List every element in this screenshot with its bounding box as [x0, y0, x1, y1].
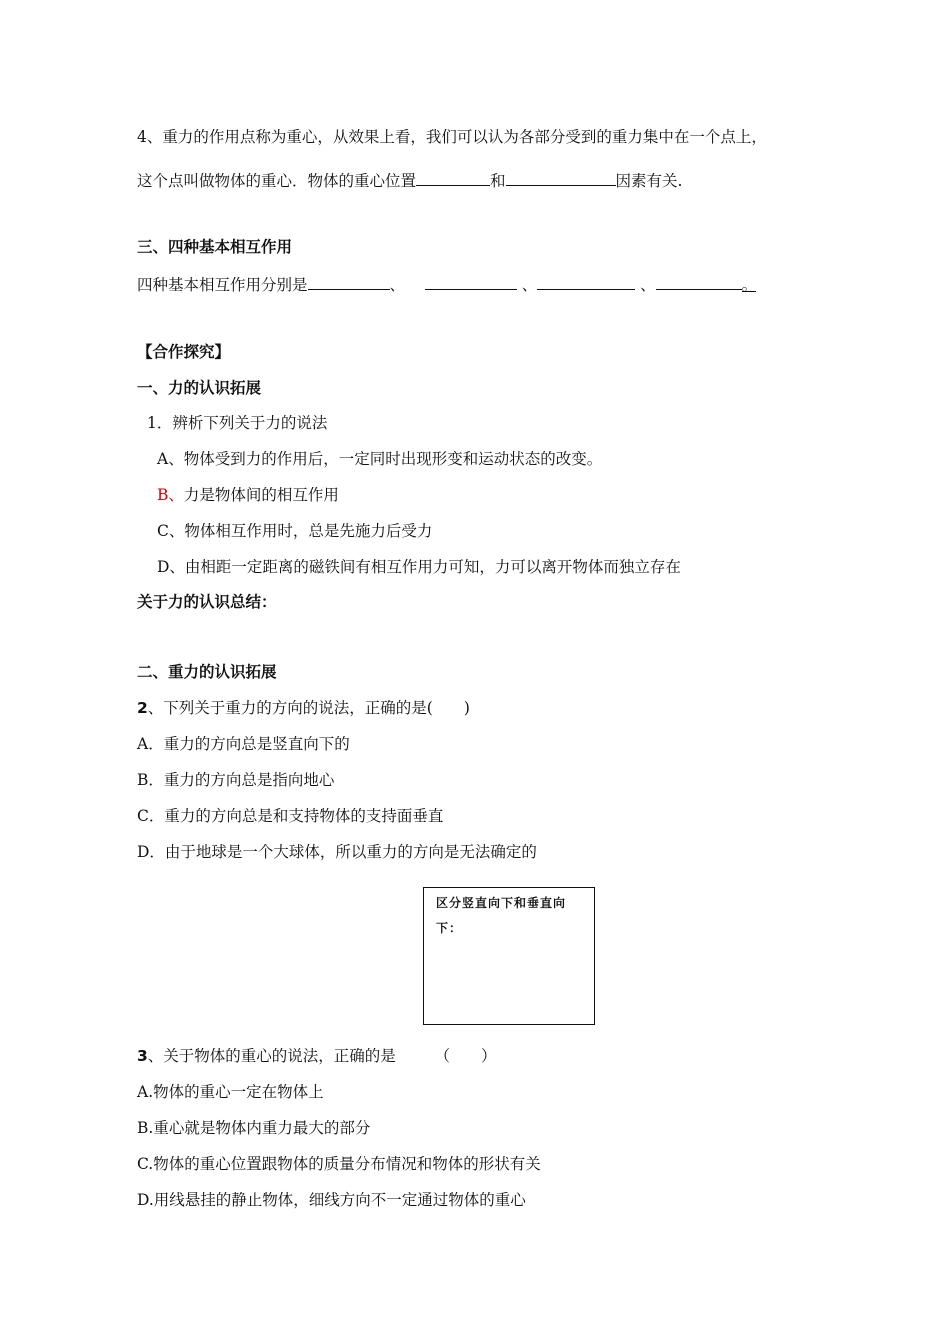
q3-option-b: B.重心就是物体内重力最大的部分 [137, 1119, 371, 1137]
answer-blank-6[interactable] [656, 273, 742, 290]
q1-option-b [157, 485, 339, 505]
item4-line2 [137, 169, 682, 191]
separator: 、 [389, 276, 406, 294]
item4-text-b: 和 [490, 172, 506, 190]
q1-option-c: C、物体相互作用时，总是先施力后受力 [157, 522, 433, 540]
force-summary-label: 关于力的认识总结： [137, 593, 277, 611]
q2-text: 、下列关于重力的方向的说法，正确的是( ) [147, 699, 470, 717]
q2-option-a: A．重力的方向总是竖直向下的 [137, 735, 350, 753]
q3-number: 3 [137, 1047, 148, 1065]
question-1: 1．辨析下列关于力的说法 [147, 414, 328, 432]
q2-option-b: B．重力的方向总是指向地心 [137, 771, 335, 789]
note-box[interactable] [423, 887, 595, 1025]
item4-text-c: 因素有关. [615, 172, 683, 190]
q2-number: 2 [137, 699, 148, 717]
answer-blank-1[interactable] [416, 169, 490, 186]
answer-blank-5[interactable] [537, 273, 635, 290]
answer-blank-2[interactable] [506, 169, 616, 186]
q1-option-b-text: 力是物体间的相互作用 [183, 486, 339, 504]
q3-option-c: C.物体的重心位置跟物体的质量分布情况和物体的形状有关 [137, 1155, 541, 1173]
q2-option-c: C．重力的方向总是和支持物体的支持面垂直 [137, 807, 444, 825]
answer-blank-4[interactable] [425, 273, 517, 290]
part1-heading: 一、力的认识拓展 [137, 379, 262, 397]
item4-text-a: 这个点叫做物体的重心．物体的重心位置 [137, 172, 417, 190]
four-interactions-line [137, 273, 756, 295]
q3-option-d: D.用线悬挂的静止物体，细线方向不一定通过物体的重心 [137, 1191, 526, 1209]
end-mark: 。 [741, 276, 758, 294]
q2-option-d: D．由于地球是一个大球体，所以重力的方向是无法确定的 [137, 843, 537, 861]
separator: 、 [521, 276, 538, 294]
q3-option-a: A.物体的重心一定在物体上 [137, 1083, 324, 1101]
section3-heading: 三、四种基本相互作用 [137, 238, 293, 256]
question-2 [137, 698, 470, 718]
q1-option-b-letter: B、 [157, 486, 184, 504]
q3-text: 、关于物体的重心的说法，正确的是 （ ） [147, 1047, 497, 1065]
four-interactions-prompt: 四种基本相互作用分别是 [137, 276, 308, 294]
q1-option-a: A、物体受到力的作用后，一定同时出现形变和运动状态的改变。 [157, 450, 603, 468]
answer-blank-3[interactable] [308, 273, 390, 290]
q1-option-d: D、由相距一定距离的磁铁间有相互作用力可知，力可以离开物体而独立存在 [157, 558, 681, 576]
note-box-line1: 区分竖直向下和垂直向 [436, 896, 567, 910]
item4-line1: 4、重力的作用点称为重心，从效果上看，我们可以认为各部分受到的重力集中在一个点上， [137, 128, 767, 146]
question-3 [137, 1046, 497, 1066]
part2-heading: 二、重力的认识拓展 [137, 663, 277, 681]
cooperative-inquiry-heading: 【合作探究】 [137, 343, 231, 361]
note-box-line2: 下： [436, 921, 463, 935]
separator: 、 [640, 276, 656, 294]
